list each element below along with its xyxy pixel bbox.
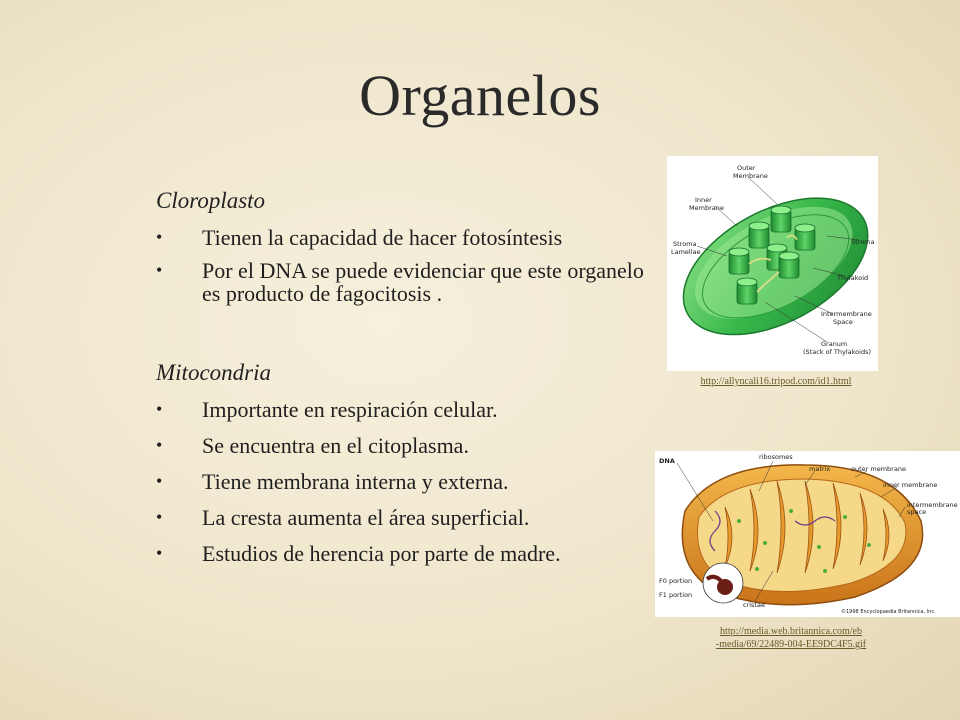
bullet-icon: • bbox=[156, 543, 163, 563]
label-inner-membrane: Inner Membrane bbox=[689, 196, 724, 212]
mitochondrion-illustration bbox=[655, 451, 960, 617]
label-matrix: matrix bbox=[809, 465, 831, 473]
bullet-text: Estudios de herencia por parte de madre. bbox=[202, 541, 561, 566]
copyright-text: ©1998 Encyclopaedia Britannica, Inc. bbox=[841, 609, 936, 615]
chloroplast-source-link[interactable]: http://allyncali16.tripod.com/id1.html bbox=[700, 376, 852, 387]
label-ribosomes: ribosomes bbox=[759, 453, 793, 461]
label-outer-membrane: Outer Membrane bbox=[733, 164, 768, 180]
label-stroma-lamellae: Stroma Lamellae bbox=[671, 240, 701, 256]
list-item bbox=[156, 398, 596, 421]
list-item bbox=[156, 259, 656, 305]
mitochondrion-image bbox=[655, 451, 960, 617]
label-dna: DNA bbox=[659, 457, 675, 465]
label-f1-portion: F1 portion bbox=[659, 591, 693, 599]
bullet-text: La cresta aumenta el área superficial. bbox=[202, 505, 530, 530]
chloroplast-image bbox=[667, 156, 878, 371]
mitocondria-list bbox=[156, 398, 596, 578]
list-item bbox=[156, 506, 596, 529]
label-intermembrane-space: Intermembrane Space bbox=[821, 310, 872, 326]
bullet-icon: • bbox=[156, 471, 163, 491]
label-granum: Granum (Stack of Thylakoids) bbox=[803, 340, 872, 356]
list-item bbox=[156, 226, 656, 249]
bullet-text: Tienen la capacidad de hacer fotosíntesis bbox=[202, 225, 563, 250]
bullet-text: Importante en respiración celular. bbox=[202, 397, 498, 422]
label-stroma: Stroma bbox=[851, 238, 875, 246]
list-item bbox=[156, 470, 596, 493]
list-item bbox=[156, 434, 596, 457]
heading-cloroplasto: Cloroplasto bbox=[156, 188, 266, 213]
list-item bbox=[156, 542, 596, 565]
bullet-icon: • bbox=[156, 227, 163, 247]
bullet-icon: • bbox=[156, 507, 163, 527]
link-line[interactable]: -media/69/22489-004-EE9DC4F5.gif bbox=[715, 639, 867, 650]
heading-mitocondria: Mitocondria bbox=[156, 360, 271, 385]
bullet-icon: • bbox=[156, 399, 163, 419]
link-line[interactable]: http://media.web.britannica.com/eb bbox=[720, 626, 862, 637]
slide-title: Organelos bbox=[359, 63, 601, 128]
bullet-text: Por el DNA se puede evidenciar que este organelo es producto de fagocitosis . bbox=[202, 258, 644, 306]
label-intermembrane-space: intermembrane space bbox=[907, 501, 958, 516]
chloroplast-illustration bbox=[667, 156, 878, 371]
bullet-text: Se encuentra en el citoplasma. bbox=[202, 433, 469, 458]
label-inner-membrane: inner membrane bbox=[883, 481, 938, 489]
mitochondrion-source-link[interactable] bbox=[696, 625, 886, 651]
label-cristae: cristae bbox=[743, 601, 765, 609]
label-outer-membrane: outer membrane bbox=[851, 465, 906, 473]
bullet-icon: • bbox=[156, 260, 163, 280]
label-f0-portion: F0 portion bbox=[659, 577, 693, 585]
bullet-icon: • bbox=[156, 435, 163, 455]
bullet-text: Tiene membrana interna y externa. bbox=[202, 469, 509, 494]
cloroplasto-list bbox=[156, 226, 656, 315]
label-thylakoid: Thylakoid bbox=[837, 274, 869, 282]
